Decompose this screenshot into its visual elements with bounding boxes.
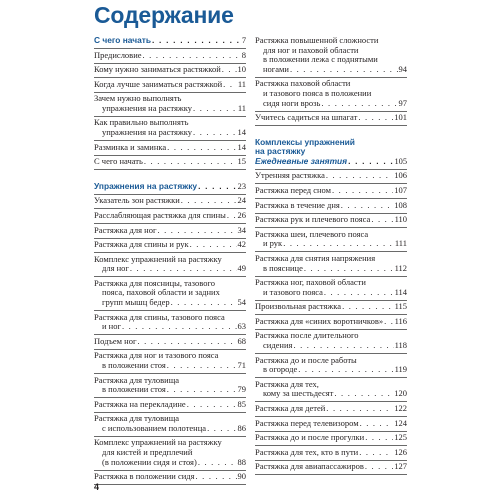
toc-page-number: 124: [394, 417, 407, 428]
dot-leader: [304, 264, 394, 274]
toc-entry-title: Растяжка для спины и рук: [94, 239, 189, 250]
dot-leader: [290, 65, 398, 75]
toc-entry-title: Учитесь садиться на шпагат: [255, 112, 358, 123]
dot-leader: [143, 51, 241, 61]
toc-page-number: 7: [241, 36, 246, 45]
dot-leader: [167, 361, 237, 371]
dot-leader: [167, 143, 236, 153]
dot-leader: [130, 264, 237, 274]
toc-entry-leader-line: [255, 302, 407, 312]
toc-entry-leader-line: [255, 99, 407, 109]
toc-entry-title: Растяжка на перекладине: [94, 398, 186, 409]
toc-entry-leader-line: [255, 288, 407, 298]
toc-entry-line: Растяжка ног, паховой области: [255, 277, 366, 288]
toc-entry-leader-line: [94, 472, 246, 482]
toc-entry-line: Растяжка для туловища: [94, 374, 180, 385]
toc-entry-line: Растяжка для поясницы, тазового: [94, 277, 215, 288]
toc-entry-title: С чего начать: [94, 35, 151, 45]
toc-entry-leader-line: [255, 448, 407, 458]
toc-page-number: 26: [237, 209, 246, 220]
toc-page-number: 10: [237, 64, 246, 75]
toc-entry-title: Расслабляющая растяжка для спины: [94, 209, 226, 220]
toc-page-number: 110: [394, 214, 407, 225]
toc-page-number: 14: [237, 141, 246, 152]
toc-entry-leader-line: [255, 404, 407, 414]
toc-entry-title: Растяжка для тех, кто в пути: [255, 446, 359, 457]
toc-entry[interactable]: [94, 157, 246, 170]
toc-entry[interactable]: [255, 462, 407, 475]
toc-entry-line: Растяжка после длительного: [255, 330, 359, 341]
toc-page-number: 86: [237, 422, 246, 433]
toc-page-number: 114: [394, 286, 407, 297]
toc-entry-leader-line: [255, 264, 407, 274]
toc-entry-title: сидя ноги врозь: [263, 97, 321, 108]
toc-entry[interactable]: [94, 414, 246, 437]
toc-entry-leader-line: [94, 80, 246, 90]
toc-entry[interactable]: [255, 317, 407, 330]
toc-entry-title: Указатель зон растяжки: [94, 195, 180, 206]
toc-page-number: 115: [394, 301, 407, 312]
toc-entry[interactable]: [94, 255, 246, 278]
toc-page-number: 101: [394, 112, 407, 123]
toc-entry[interactable]: [255, 201, 407, 214]
toc-entry[interactable]: [94, 65, 246, 78]
toc-page-number: 120: [394, 388, 407, 399]
toc-entry-line: Растяжка паховой области: [255, 78, 351, 89]
toc-entry[interactable]: [255, 404, 407, 417]
toc-entry-title: и ног: [102, 321, 121, 332]
toc-entry-title: Утренняя растяжка: [255, 170, 325, 181]
toc-entry-title: Растяжка для «синих воротничков»: [255, 315, 384, 326]
toc-entry[interactable]: [94, 351, 246, 374]
toc-page-number: 127: [394, 461, 407, 472]
toc-entry[interactable]: [94, 211, 246, 224]
toc-entry-title: Растяжка перед телевизором: [255, 417, 359, 428]
toc-entry[interactable]: [255, 302, 407, 315]
dot-leader: [293, 341, 393, 351]
toc-entry-title: в пояснице: [263, 262, 303, 273]
dot-leader: [358, 113, 393, 123]
toc-entry-line: Комплексы упражнений: [255, 136, 355, 147]
dot-leader: [193, 128, 236, 138]
toc-entry[interactable]: [94, 196, 246, 209]
toc-page-number: 88: [237, 456, 246, 467]
dot-leader: [332, 186, 393, 196]
toc-entry-leader-line: [94, 182, 246, 192]
toc-entry[interactable]: [255, 171, 407, 184]
dot-leader: [193, 104, 237, 114]
toc-entry[interactable]: [94, 94, 246, 117]
toc-section-heading[interactable]: [94, 36, 246, 49]
toc-entry[interactable]: [94, 279, 246, 311]
toc-page-number: 23: [237, 181, 246, 191]
toc-entry-leader-line: [94, 65, 246, 75]
toc-page-number: 106: [394, 170, 407, 181]
toc-entry-title: Упражнения на растяжку: [94, 180, 198, 191]
toc-entry-title: упражнения на растяжку: [102, 102, 193, 113]
toc-page-number: 68: [237, 335, 246, 346]
toc-entry-title: Растяжка для авиапассажиров: [255, 461, 364, 472]
toc-entry-line: и тазового пояса в положении: [263, 87, 372, 98]
toc-entry-line: пояса, паховой области и задних: [102, 287, 220, 298]
toc-entry-line: Растяжка для туловища: [94, 413, 180, 424]
toc-entry-leader-line: [94, 298, 246, 308]
toc-entry[interactable]: [94, 240, 246, 253]
dot-leader: [181, 196, 237, 206]
toc-entry-title: в огороде: [263, 364, 298, 375]
dot-leader: [223, 80, 237, 90]
dot-leader: [342, 302, 393, 312]
toc-entry-leader-line: [94, 458, 246, 468]
toc-entry-leader-line: [255, 171, 407, 181]
dot-leader: [187, 400, 237, 410]
toc-entry-leader-line: [255, 65, 407, 75]
toc-entry-title: Разминка и заминка: [94, 141, 167, 152]
toc-entry-line: Растяжка для ног и тазового пояса: [94, 350, 219, 361]
dot-leader: [360, 419, 394, 429]
toc-page-number: 122: [394, 402, 407, 413]
dot-leader: [222, 65, 237, 75]
dot-leader: [365, 433, 393, 443]
dot-leader: [144, 157, 237, 167]
toc-section-heading[interactable]: [94, 182, 246, 195]
toc-entry-title: Предисловие: [94, 49, 142, 60]
page-title: Содержание: [94, 2, 234, 28]
toc-entry-leader-line: [94, 264, 246, 274]
toc-entry[interactable]: [255, 380, 407, 403]
toc-page-number: 94: [398, 63, 407, 74]
toc-entry-title: с использованием полотенца: [102, 422, 207, 433]
toc-page-number: 90: [237, 471, 246, 482]
toc-page-number: 24: [237, 195, 246, 206]
toc-entry[interactable]: [94, 143, 246, 156]
dot-leader: [326, 171, 393, 181]
toc-page-number: 11: [237, 102, 246, 113]
dot-leader: [326, 404, 393, 414]
toc-entry-title: С чего начать: [94, 156, 143, 167]
toc-entry[interactable]: [255, 356, 407, 379]
toc-entry-leader-line: [255, 419, 407, 429]
dot-leader: [348, 157, 393, 167]
toc-page-number: 111: [394, 238, 407, 249]
toc-page-number: 8: [241, 49, 246, 60]
toc-entry-title: Произвольная растяжка: [255, 301, 342, 312]
toc-entry[interactable]: [255, 230, 407, 253]
toc-entry[interactable]: [94, 337, 246, 350]
toc-page-number: 107: [394, 185, 407, 196]
toc-entry-line: Растяжка шеи, плечевого пояса: [255, 228, 369, 239]
toc-entry[interactable]: [255, 113, 407, 126]
dot-leader: [198, 458, 237, 468]
toc-entry-leader-line: [94, 240, 246, 250]
toc-entry[interactable]: [255, 36, 407, 78]
toc-entry-line: Как правильно выполнять: [94, 117, 189, 128]
dot-leader: [283, 239, 394, 249]
toc-page-number: 71: [237, 359, 246, 370]
toc-entry-leader-line: [255, 201, 407, 211]
dot-leader: [227, 211, 237, 221]
toc-entry-title: Когда лучше заниматься растяжкой: [94, 78, 223, 89]
toc-page-number: 11: [237, 78, 246, 89]
toc-page-number: 85: [237, 398, 246, 409]
toc-entry-leader-line: [94, 143, 246, 153]
toc-page-number: 97: [398, 97, 407, 108]
toc-entry-leader-line: [255, 186, 407, 196]
toc-entry-title: Растяжка в течение дня: [255, 199, 340, 210]
dot-leader: [384, 317, 393, 327]
toc-entry[interactable]: [255, 433, 407, 446]
toc-entry-leader-line: [255, 341, 407, 351]
toc-entry-leader-line: [94, 226, 246, 236]
dot-leader: [298, 365, 393, 375]
toc-entry-leader-line: [255, 113, 407, 123]
toc-entry-leader-line: [94, 385, 246, 395]
toc-entry-leader-line: [255, 215, 407, 225]
toc-entry-title: (в положении сидя и стоя): [102, 456, 197, 467]
toc-entry-leader-line: [255, 157, 407, 167]
toc-right-column: [255, 36, 407, 477]
toc-entry-title: для ног: [102, 263, 129, 274]
toc-entry-leader-line: [255, 433, 407, 443]
toc-entry[interactable]: [255, 331, 407, 354]
toc-entry-leader-line: [94, 104, 246, 114]
toc-entry-leader-line: [255, 389, 407, 399]
toc-entry[interactable]: [94, 376, 246, 399]
toc-entry-title: в положении стоя: [102, 384, 166, 395]
toc-entry[interactable]: [255, 254, 407, 277]
toc-entry-leader-line: [255, 462, 407, 472]
toc-entry-title: Растяжка перед сном: [255, 185, 332, 196]
toc-entry[interactable]: [94, 313, 246, 336]
toc-entry[interactable]: [255, 215, 407, 228]
dot-leader: [152, 36, 241, 46]
toc-entry-title: Растяжка до и после прогулки: [255, 432, 365, 443]
toc-entry-title: Растяжка для ног: [94, 224, 157, 235]
toc-entry-title: ногами: [263, 63, 289, 74]
toc-entry-line: Растяжка до и после работы: [255, 354, 357, 365]
dot-leader: [137, 337, 236, 347]
toc-page-number: 108: [394, 199, 407, 210]
toc-entry-leader-line: [94, 361, 246, 371]
toc-page-number: 49: [237, 263, 246, 274]
toc-entry[interactable]: [94, 51, 246, 64]
dot-leader: [359, 448, 393, 458]
toc-entry-line: для ног и паховой области: [263, 44, 359, 55]
toc-entry[interactable]: [255, 448, 407, 461]
dot-leader: [196, 472, 237, 482]
toc-page-number: 118: [394, 340, 407, 351]
toc-page-number: 126: [394, 446, 407, 457]
toc-entry[interactable]: [94, 226, 246, 239]
dot-leader: [371, 215, 393, 225]
toc-entry-title: групп мышц бедер: [102, 297, 170, 308]
dot-leader: [198, 182, 237, 192]
dot-leader: [365, 462, 393, 472]
toc-entry-title: Растяжка рук и плечевого пояса: [255, 214, 371, 225]
toc-entry-leader-line: [255, 239, 407, 249]
toc-entry-line: на растяжку: [255, 146, 306, 157]
toc-entry-leader-line: [255, 317, 407, 327]
toc-page-number: 34: [237, 224, 246, 235]
toc-entry[interactable]: [94, 80, 246, 93]
dot-leader: [324, 288, 394, 298]
toc-entry-title: и тазового пояса: [263, 286, 323, 297]
toc-entry-line: в положении лежа с поднятыми: [263, 54, 378, 65]
toc-entry[interactable]: [94, 118, 246, 141]
toc-page-number: 15: [237, 156, 246, 167]
toc-entry[interactable]: [94, 400, 246, 413]
toc-entry-leader-line: [255, 365, 407, 375]
toc-entry-line: Зачем нужно выполнять: [94, 93, 182, 104]
dot-leader: [171, 298, 237, 308]
toc-page-number: 112: [394, 262, 407, 273]
dot-leader: [167, 385, 237, 395]
toc-entry-title: и рук: [263, 238, 283, 249]
toc-entry-line: Комплекс упражнений на растяжку: [94, 437, 222, 448]
toc-page-number: 105: [394, 156, 407, 166]
toc-entry-leader-line: [94, 322, 246, 332]
toc-left-column: [94, 36, 246, 487]
toc-section-heading[interactable]: [255, 138, 407, 170]
toc-entry[interactable]: [94, 472, 246, 485]
toc-page-number: 116: [394, 315, 407, 326]
toc-entry-line: для кистей и предплечий: [102, 447, 193, 458]
toc-page-number: 125: [394, 432, 407, 443]
toc-page-number: 42: [237, 239, 246, 250]
toc-entry-title: упражнения на растяжку: [102, 127, 193, 138]
dot-leader: [157, 226, 236, 236]
toc-entry-leader-line: [94, 400, 246, 410]
toc-page-number: 119: [394, 364, 407, 375]
toc-page-number: 63: [237, 321, 246, 332]
toc-entry[interactable]: [255, 186, 407, 199]
toc-entry-line: Растяжка для тех,: [255, 378, 319, 389]
toc-entry-title: Подъем ног: [94, 335, 137, 346]
toc-entry-leader-line: [94, 337, 246, 347]
toc-entry-title: Растяжка в положении сидя: [94, 471, 195, 482]
toc-entry-leader-line: [94, 51, 246, 61]
toc-entry-leader-line: [94, 196, 246, 206]
toc-entry-leader-line: [94, 211, 246, 221]
dot-leader: [190, 240, 237, 250]
dot-leader: [321, 99, 397, 109]
toc-entry-title: в положении стоя: [102, 359, 166, 370]
toc-entry-leader-line: [94, 128, 246, 138]
toc-entry[interactable]: [255, 278, 407, 301]
toc-entry-leader-line: [94, 424, 246, 434]
toc-entry-line: Комплекс упражнений на растяжку: [94, 253, 222, 264]
toc-entry[interactable]: [94, 438, 246, 470]
toc-entry-line: Растяжка для снятия напряжения: [255, 252, 376, 263]
page-number: 4: [94, 482, 100, 492]
toc-entry-leader-line: [94, 36, 246, 46]
toc-page-number: 79: [237, 384, 246, 395]
toc-entry-title: Кому нужно заниматься растяжкой: [94, 64, 221, 75]
toc-entry-line: Растяжка повышенной сложности: [255, 35, 379, 45]
dot-leader: [341, 201, 393, 211]
dot-leader: [334, 389, 393, 399]
toc-entry-title: Растяжка для детей: [255, 402, 326, 413]
toc-entry-title: Ежедневные занятия: [255, 155, 348, 166]
toc-entry[interactable]: [255, 419, 407, 432]
toc-page-number: 54: [237, 297, 246, 308]
dot-leader: [207, 424, 236, 434]
toc-entry-title: сидения: [263, 340, 293, 351]
toc-page-number: 14: [237, 127, 246, 138]
toc-entry-leader-line: [94, 157, 246, 167]
toc-entry-line: Растяжка для спины, тазового пояса: [94, 311, 225, 322]
toc-entry-title: кому за шестьдесят: [263, 388, 334, 399]
dot-leader: [122, 322, 237, 332]
toc-entry[interactable]: [255, 79, 407, 111]
